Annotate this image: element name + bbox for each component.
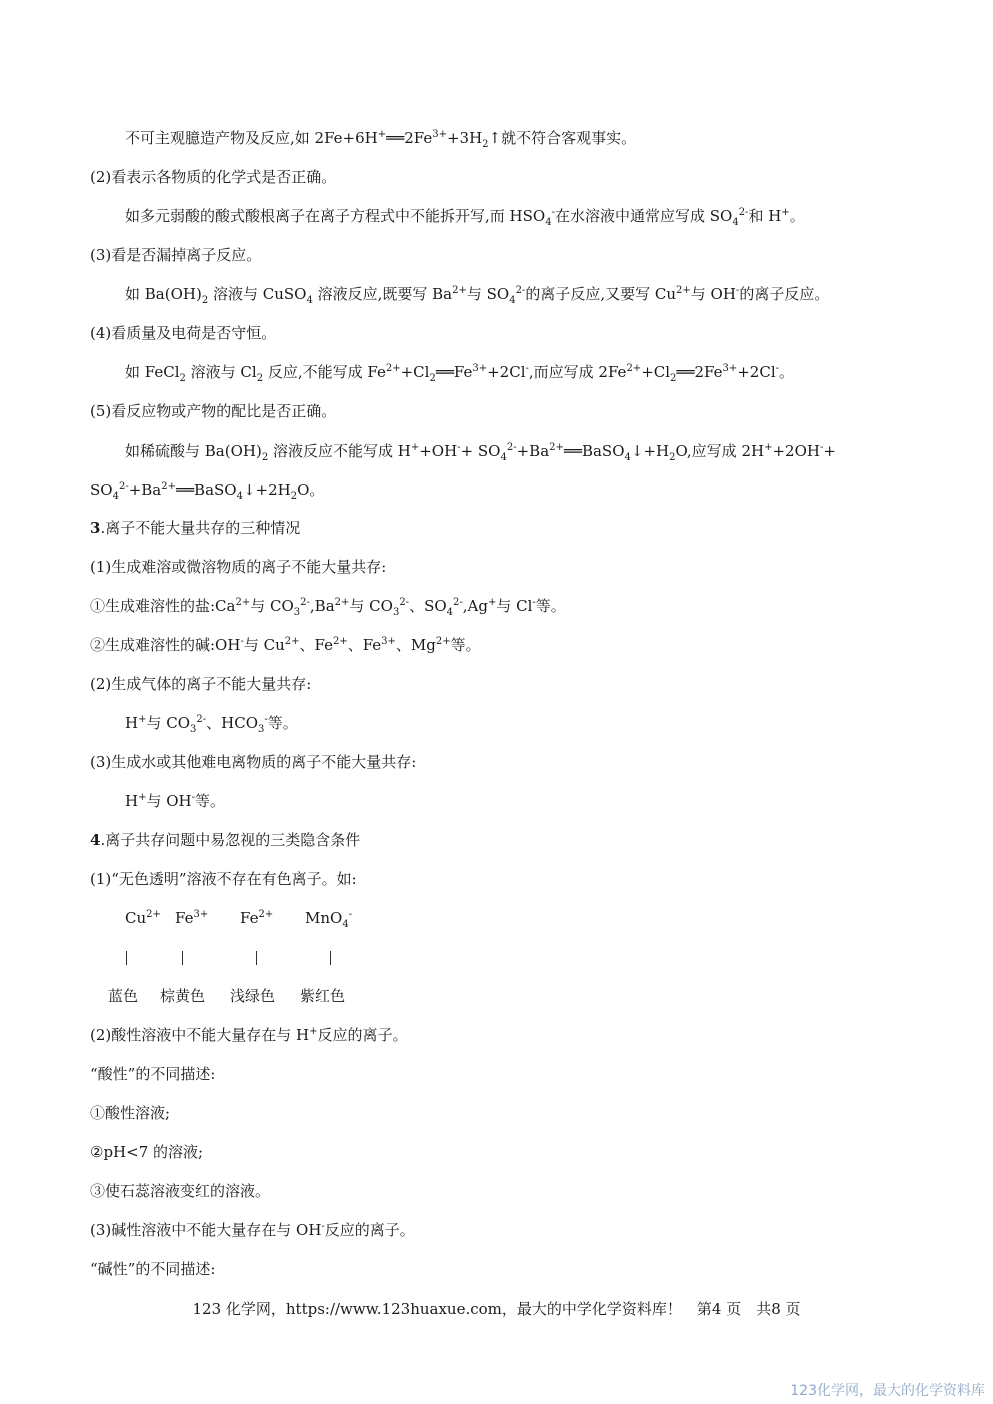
section-heading: (1)生成难溶或微溶物质的离子不能大量共存: <box>90 558 387 576</box>
text-line: ②生成难溶性的碱:OH-与 $Cu^{2+}$、$Fe^{2+}$、$Fe^{3+}$、$Mg^{2+}$等。 <box>90 636 481 654</box>
ion-label: $Fe^{3+}$ <box>175 909 209 927</box>
page-footer: 123 化学网，https://www.123huaxue.com，最大的中学化学资料库！ 第4 页 共8 页 <box>192 1300 801 1318</box>
color-label: 紫红色 <box>300 987 346 1005</box>
text-line: ③使石蕊溶液变红的溶液。 <box>90 1182 271 1200</box>
section-heading: (3)碱性溶液中不能大量存在与 OH-反应的离子。 <box>90 1221 415 1239</box>
section-heading: (2)酸性溶液中不能大量存在与 H+反应的离子。 <box>90 1026 408 1044</box>
text-line: 不可主观臆造产物及反应,如 $2Fe+6H^+══2Fe^{3+}+3H_2↑$就不符合客观事实。 <box>125 129 637 150</box>
text-line: “碱性”的不同描述: <box>90 1260 216 1278</box>
text-line: 如 $Ba(OH)_2$ 溶液与 CuSO$_4$ 溶液反应,既要写 $Ba^{2+}$与 $SO_4^{2-}$的离子反应,又要写 $Cu^{2+}$与 OH-的离子反应。 <box>125 285 830 306</box>
text-line: ②pH<7 的溶液; <box>90 1143 204 1161</box>
section-title: 3.离子不能大量共存的三种情况 <box>90 519 301 537</box>
text-line: 如多元弱酸的酸式酸根离子在离子方程式中不能拆开写,而 $HSO_4^-$在水溶液中通常应写成 $SO_4^{2-}$和 H+。 <box>125 207 805 228</box>
watermark: 123化学网，最大的化学资料库 <box>790 1383 985 1399</box>
section-heading: (3)生成水或其他难电离物质的离子不能大量共存: <box>90 753 417 771</box>
text-line: $SO_4^{2-}+Ba^{2+}══BaSO_4↓+2H_2O$。 <box>90 481 325 502</box>
text-line: H+与 OH-等。 <box>125 792 226 810</box>
section-title: 4.离子共存问题中易忽视的三类隐含条件 <box>90 831 361 849</box>
ion-label: MnO$_4$- <box>305 909 353 930</box>
connector-line <box>256 951 257 965</box>
connector-line <box>182 951 183 965</box>
text-line: “酸性”的不同描述: <box>90 1065 216 1083</box>
color-label: 棕黄色 <box>160 987 206 1005</box>
section-heading: (5)看反应物或产物的配比是否正确。 <box>90 402 337 420</box>
section-heading: (2)看表示各物质的化学式是否正确。 <box>90 168 337 186</box>
section-heading: (4)看质量及电荷是否守恒。 <box>90 324 277 342</box>
color-label: 浅绿色 <box>230 987 276 1005</box>
text-line: ①生成难溶性的盐$:Ca^{2+}$与 $CO_3^{2-},Ba^{2+}$与 $CO_3^{2-}$、$SO_4^{2-},Ag^+$与 Cl-等。 <box>90 597 566 618</box>
ion-label: $Fe^{2+}$ <box>240 909 274 927</box>
section-heading: (3)看是否漏掉离子反应。 <box>90 246 262 264</box>
section-heading: (2)生成气体的离子不能大量共存: <box>90 675 312 693</box>
connector-line <box>126 951 127 965</box>
text-line: H+与 $CO_3^{2-}$、$HCO_3^-$等。 <box>125 714 298 735</box>
ion-label: $Cu^{2+}$ <box>125 909 161 927</box>
text-line: 如稀硫酸与 $Ba(OH)_2$ 溶液反应不能写成 $H^++OH^-+ SO_4^{2-}+Ba^{2+}══BaSO_4↓+H_2O$,应写成 2H++2OH-+ <box>125 442 836 463</box>
color-label: 蓝色 <box>108 987 139 1005</box>
text-line: ①酸性溶液; <box>90 1104 171 1122</box>
text-line: 如 FeCl$_2$ 溶液与 $Cl_2$ 反应,不能写成 $Fe^{2+}+Cl_2══Fe^{3+}+2Cl^-$,而应写成 $2Fe^{2+}+Cl_2══2Fe^{3+}+2Cl^-$。 <box>125 363 795 384</box>
connector-line <box>330 951 331 965</box>
section-heading: (1)“无色透明”溶液不存在有色离子。如: <box>90 870 357 888</box>
